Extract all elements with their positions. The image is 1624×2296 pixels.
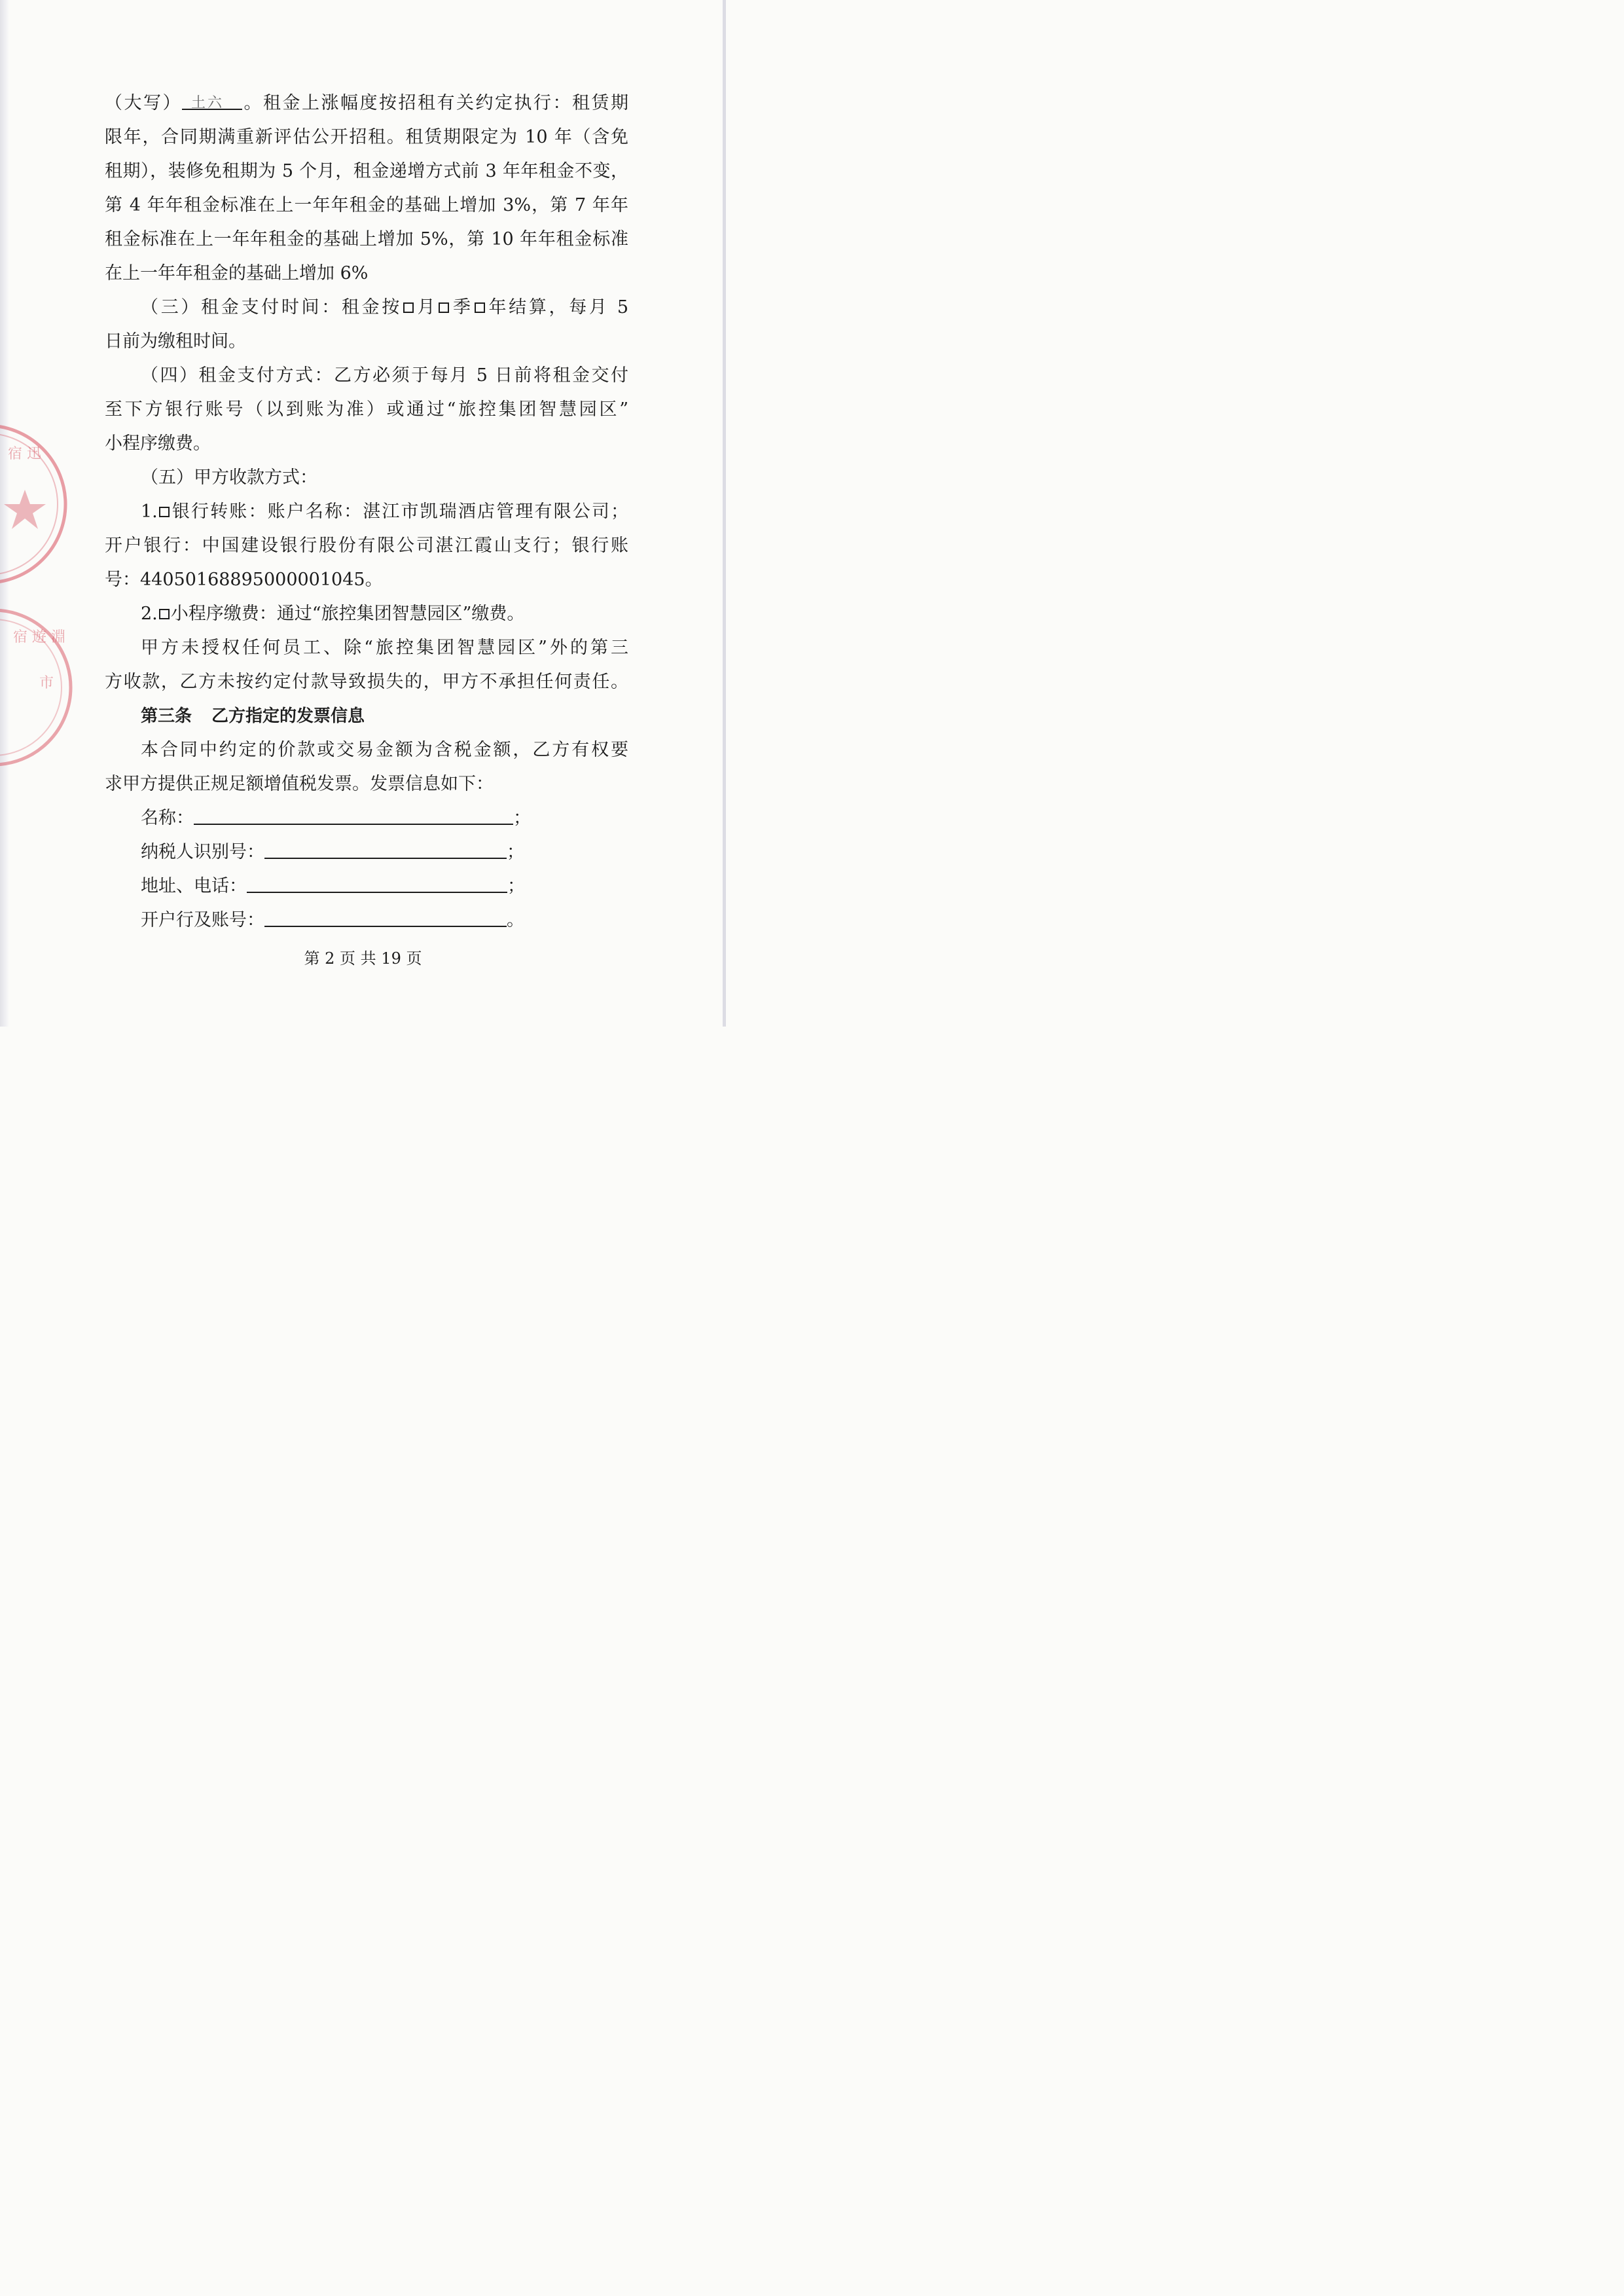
checkbox-mini-program[interactable] <box>159 609 170 619</box>
invoice-field-bank-account: 开户行及账号： 。 <box>141 910 524 930</box>
address-phone-blank[interactable] <box>247 875 507 893</box>
amount-uppercase-blank <box>182 92 242 110</box>
payment-method-line-1: （四）租金支付方式：乙方必须于每月 5 日前将租金交付 <box>141 365 628 386</box>
payment-time-line-2: 日前为缴租时间。 <box>105 331 246 352</box>
invoice-line-1: 本合同中约定的价款或交易金额为含税金额，乙方有权要 <box>141 740 628 760</box>
tax-id-blank[interactable] <box>264 841 507 859</box>
bank-transfer-line-2: 开户银行：中国建设银行股份有限公司湛江霞山支行；银行账 <box>105 536 628 556</box>
invoice-line-2: 求甲方提供正规足额增值税发票。发票信息如下： <box>105 774 494 794</box>
red-seal-top <box>0 419 79 589</box>
rent-line-6: 在上一年年租金的基础上增加 6% <box>105 263 369 283</box>
disclaimer-line-2: 方收款，乙方未按约定付款导致损失的，甲方不承担任何责任。 <box>105 672 628 692</box>
page-number: 第 2 页 共 19 页 <box>304 949 422 968</box>
svg-text:宿 遊 淵: 宿 遊 淵 <box>13 629 65 646</box>
name-blank[interactable] <box>194 807 513 825</box>
invoice-field-address-phone: 地址、电话： ； <box>141 876 525 896</box>
rent-line-3: 租期），装修免租期为 5 个月，租金递增方式前 3 年年租金不变， <box>105 161 628 181</box>
scan-edge-right <box>723 0 726 1027</box>
checkbox-bank-transfer[interactable] <box>159 507 170 517</box>
payment-time-line-1: （三）租金支付时间：租金按 月 季 年结算，每月 5 <box>141 297 629 318</box>
rent-line-4: 第 4 年年租金标准在上一年年租金的基础上增加 3%，第 7 年年 <box>105 195 628 215</box>
red-seal-bottom <box>0 609 85 766</box>
checkbox-month[interactable] <box>403 302 414 313</box>
mini-program-line: 2. 小程序缴费：通过“旅控集团智慧园区”缴费。 <box>141 604 525 624</box>
svg-text:市: 市 <box>39 675 54 691</box>
bank-transfer-line-1: 1. 银行转账：账户名称：湛江市凯瑞酒店管理有限公司； <box>141 501 628 522</box>
bank-account-number: 号：44050168895000001045。 <box>105 570 383 590</box>
rent-line-2: 限年，合同期满重新评估公开招租。租赁期限定为 10 年（含免 <box>105 127 628 147</box>
scan-edge <box>0 0 9 1027</box>
rent-line-5: 租金标准在上一年年租金的基础上增加 5%，第 10 年年租金标准 <box>105 229 628 249</box>
bank-account-blank[interactable] <box>264 909 507 927</box>
collection-method-title: （五）甲方收款方式： <box>141 467 317 488</box>
article-3-heading: 第三条 乙方指定的发票信息 <box>141 706 365 726</box>
handwritten-amount: 土 六 <box>191 95 221 111</box>
checkbox-quarter[interactable] <box>439 302 449 313</box>
payment-method-line-2: 至下方银行账号（以到账为准）或通过“旅控集团智慧园区” <box>105 399 628 420</box>
svg-text:宿 迅: 宿 迅 <box>8 446 41 462</box>
invoice-field-tax-id: 纳税人识别号： ； <box>141 842 524 862</box>
rent-line-1: （大写） 土 六 。租金上涨幅度按招租有关约定执行：租赁期 <box>105 92 628 115</box>
invoice-field-name: 名称： ； <box>141 808 531 828</box>
disclaimer-line-1: 甲方未授权任何员工、除“旅控集团智慧园区”外的第三 <box>141 638 628 658</box>
payment-method-line-3: 小程序缴费。 <box>105 433 211 454</box>
checkbox-year[interactable] <box>475 302 485 313</box>
